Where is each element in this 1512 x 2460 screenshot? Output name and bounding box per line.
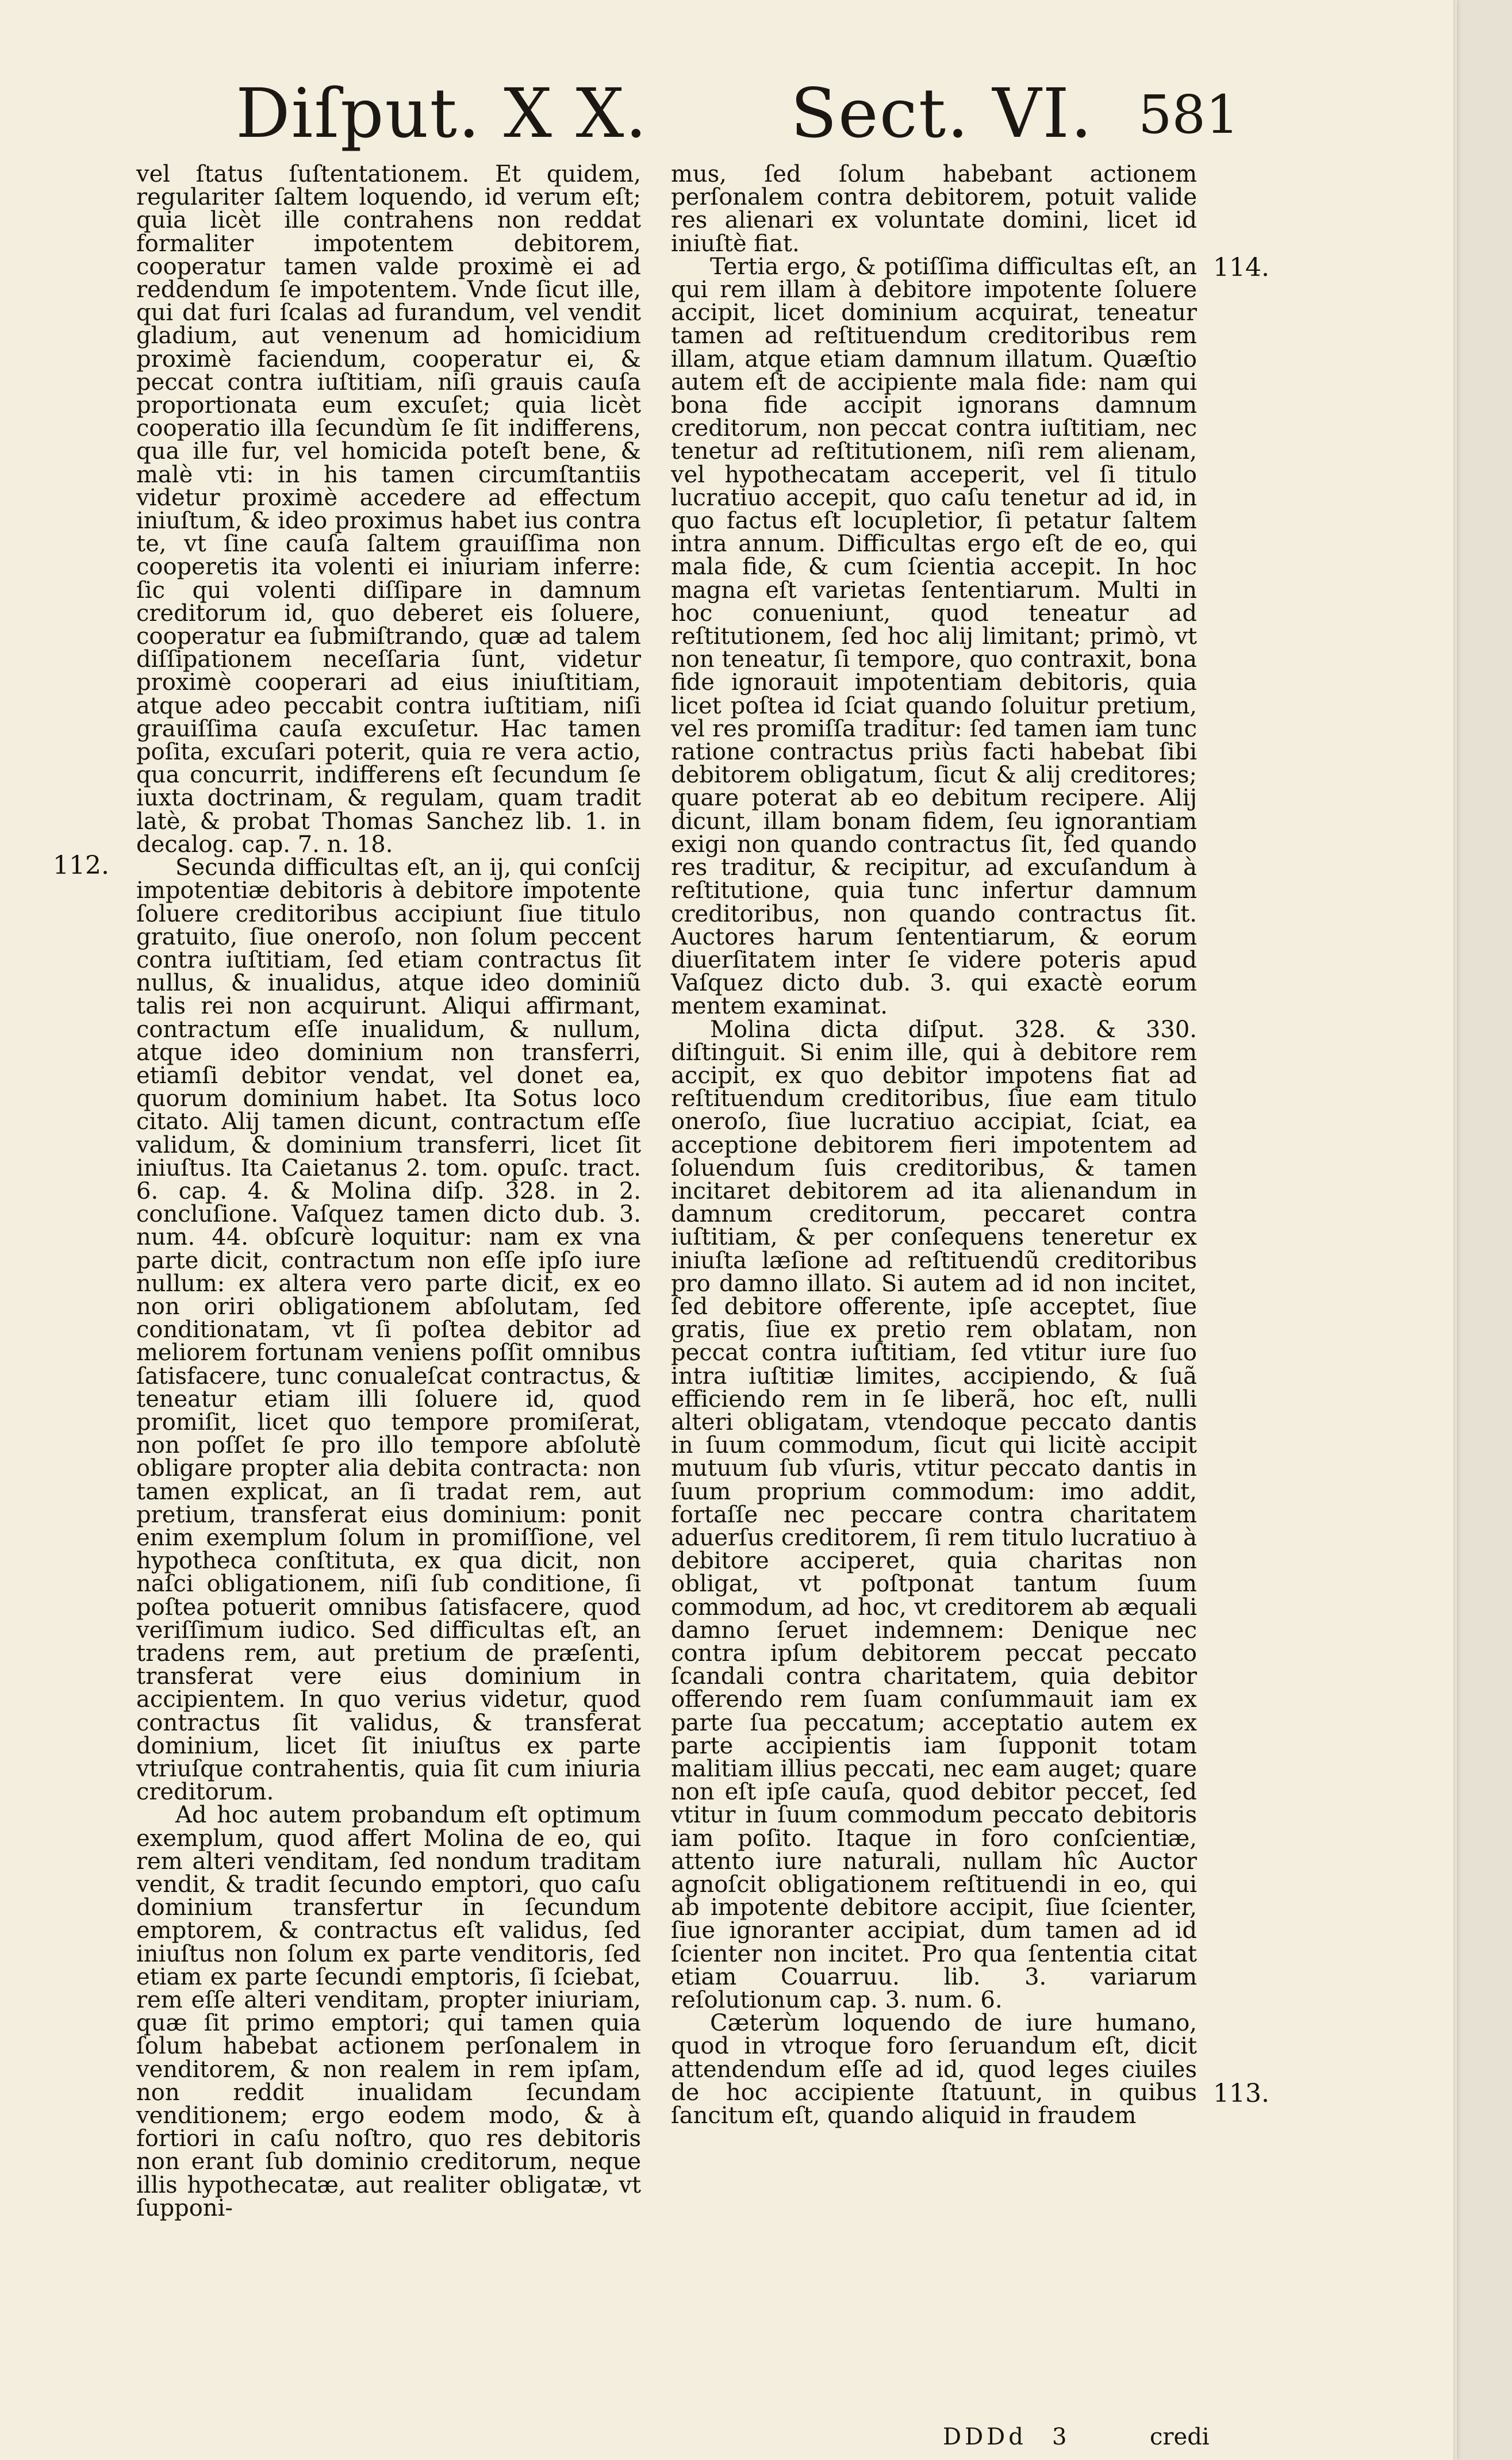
header-section: Sect. VI. (790, 74, 1093, 153)
left-column (136, 163, 641, 2220)
running-header (0, 74, 1455, 154)
signature-number: 3 (1052, 2424, 1067, 2450)
page-number: 581 (1138, 84, 1239, 145)
signature-mark: DDDd (943, 2424, 1027, 2450)
margin-number-112: 112. (53, 851, 109, 880)
margin-number-113: 113. (1213, 2079, 1269, 2108)
header-disputation: Diſput. X X. (236, 74, 648, 153)
paragraph: vel ſtatus ſuſtentationem. Et quidem, regulariter ſaltem loquendo, id verum eſt; quia licèt ille contrahens non reddat formaliter impotentem debitorem, cooperatur tamen valde proximè ei ad reddendum ſe impotentem. Vnde ſicut ille, qui dat furi ſcalas ad furandum, vel vendit gladium, aut venenum ad homicidium proximè faciendum, cooperatur ei, & peccat contra iuſtitiam, niſi grauis cauſa proportionata eum excuſet; quia licèt cooperatio illa ſecundùm ſe ſit indifferens, qua ille fur, vel homicida poteſt bene, & malè vti: in his tamen circumſtantiis videtur proximè accedere ad effectum iniuſtum, & ideo proximus habet ius contra te, vt ſine cauſa ſaltem grauiſſima non cooperetis ita volenti ei iniuriam inferre: ſic qui volenti diſſipare in damnum creditorum id, quo deberet eis ſoluere, cooperatur ea ſubmiſtrando, quæ ad talem diſſipationem neceſſaria ſunt, videtur proximè cooperari ad eius iniuſtitiam, atque adeo peccabit contra iuſtitiam, niſi grauiſſima cauſa excuſetur. Hac tamen poſita, excuſari poterit, quia re vera actio, qua concurrit, indifferens eſt ſecundum ſe iuxta doctrinam, & regulam, quam tradit latè, & probat Thomas Sanchez lib. 1. in decalog. cap. 7. n. 18. (136, 161, 641, 858)
paragraph: Molina dicta diſput. 328. & 330. diſtinguit. Si enim ille, qui à debitore rem accipit, ex quo debitor impotens fiat ad reſtituendum creditoribus, ſiue eam titulo oneroſo, ſiue lucratiuo accipiat, ſciat, ea acceptione debitorem fieri impotentem ad ſoluendum ſuis creditoribus, & tamen incitaret debitorem ad ita alienandum in damnum creditorum, peccaret contra iuſtitiam, & per conſequens teneretur ex iniuſta læſione ad reſtituendũ creditoribus pro damno illato. Si autem ad id non incitet, ſed debitore offerente, ipſe acceptet, ſiue gratis, ſiue ex pretio rem oblatam, non peccat contra iuſtitiam, ſed vtitur iure ſuo intra iuſtitiæ limites, accipiendo, & ſuã efficiendo rem in ſe liberã, hoc eſt, nulli alteri obligatam, vtendoque peccato dantis in ſuum commodum, ſicut qui licitè accipit mutuum ſub vſuris, vtitur peccato dantis in ſuum proprium commodum: imo addit, fortaſſe nec peccare contra charitatem aduerſus creditorem, ſi rem titulo lucratiuo à debitore acciperet, quia charitas non obligat, vt poſtponat tantum ſuum commodum, ad hoc, vt creditorem ab æquali damno ſeruet indemnem: Denique nec contra ipſum debitorem peccat peccato ſcandali contra charitatem, quia debitor offerendo rem ſuam conſummauit iam ex parte ſua peccatum; acceptatio autem ex parte accipientis iam ſupponit totam malitiam illius peccati, nec eam auget; quare non eſt ipſe cauſa, quod debitor peccet, ſed vtitur in ſuum commodum peccato debitoris iam poſito. Itaque in foro conſcientiæ, attento iure naturali, nullam hîc Auctor agnoſcit obligationem reſtituendi in eo, qui ab impotente debitore accipit, ſiue ſcienter, ſiue ignoranter accipiat, dum tamen ad id ſcienter non incitet. Pro qua ſententia citat etiam Couarruu. lib. 3. variarum reſolutionum cap. 3. num. 6. (671, 1016, 1197, 2014)
paragraph: mus, ſed ſolum habebant actionem perſonalem contra debitorem, potuit valide res alienari ex voluntate domini, licet id iniuſtè fiat. (671, 161, 1197, 257)
page-footer (943, 2424, 1210, 2453)
paragraph: Secunda difficultas eſt, an ij, qui conſcij impotentiæ debitoris à debitore impotente ſoluere creditoribus accipiunt ſiue titulo gratuito, ſiue oneroſo, non ſolum peccent contra iuſtitiam, ſed etiam contractus ſit nullus, & inualidus, atque ideo dominiũ talis rei non acquirunt. Aliqui affirmant, contractum eſſe inualidum, & nullum, atque ideo dominium non transferri, etiamſi debitor vendat, vel donet ea, quorum dominium habet. Ita Sotus loco citato. Alij tamen dicunt, contractum eſſe validum, & dominium transferri, licet ſit iniuſtus. Ita Caietanus 2. tom. opuſc. tract. 6. cap. 4. & Molina diſp. 328. in 2. concluſione. Vaſquez tamen dicto dub. 3. num. 44. obſcurè loquitur: nam ex vna parte dicit, contractum non eſſe ipſo iure nullum: ex altera vero parte dicit, ex eo non oriri obligationem abſolutam, ſed conditionatam, vt ſi poſtea debitor ad meliorem fortunam veniens poſſit omnibus ſatisfacere, tunc conualeſcat contractus, & teneatur etiam illi ſoluere id, quod promiſit, licet quo tempore promiſerat, non poſſet ſe pro illo tempore abſolutè obligare propter alia debita contracta: non tamen explicat, an ſi tradat rem, aut pretium, transferat eius dominium: ponit enim exemplum ſolum in promiſſione, vel hypotheca conſtituta, ex qua dicit, non naſci obligationem, niſi ſub conditione, ſi poſtea potuerit omnibus ſatisfacere, quod veriſſimum iudico. Sed difficultas eſt, an tradens rem, aut pretium de præſenti, transferat vere eius dominium in accipientem. In quo verius videtur, quod contractus ſit validus, & transferat dominium, licet ſit iniuſtus ex parte vtriuſque contrahentis, quia ſit cum iniuria creditorum. (136, 854, 641, 1806)
catchword: credi (1150, 2424, 1210, 2450)
margin-number-114: 114. (1213, 253, 1269, 282)
paragraph: Cæterùm loquendo de iure humano, quod in vtroque foro ſeruandum eſt, dicit attendendum eſſe ad id, quod leges ciuiles de hoc accipiente ſtatuunt, in quibus ſancitum eſt, quando aliquid in fraudem (671, 2010, 1197, 2129)
page-edge (1453, 0, 1457, 2460)
paragraph: Ad hoc autem probandum eſt optimum exemplum, quod affert Molina de eo, qui rem alteri venditam, ſed nondum traditam vendit, & tradit ſecundo emptori, quo caſu dominium transfertur in ſecundum emptorem, & contractus eſt validus, ſed iniuſtus non ſolum ex parte venditoris, ſed etiam ex parte ſecundi emptoris, ſi ſciebat, rem eſſe alteri venditam, propter iniuriam, quæ ſit primo emptori; qui tamen quia ſolum habebat actionem perſonalem in venditorem, & non realem in rem ipſam, non reddit inualidam ſecundam venditionem; ergo eodem modo, & à fortiori in caſu noſtro, quo res debitoris non erant ſub dominio creditorum, neque illis hypothecatæ, aut realiter obligatæ, vt ſupponi- (136, 1802, 641, 2221)
right-column (671, 163, 1197, 2127)
paragraph: Tertia ergo, & potiſſima difficultas eſt, an qui rem illam à debitore impotente ſoluere accipit, licet dominium acquirat, teneatur tamen ad reſtituendum creditoribus rem illam, atque etiam damnum illatum. Quæſtio autem eſt de accipiente mala fide: nam qui bona fide accipit ignorans damnum creditorum, non peccat contra iuſtitiam, nec tenetur ad reſtitutionem, niſi rem alienam, vel hypothecatam acceperit, vel ſi titulo lucratiuo accepit, quo caſu tenetur ad id, in quo factus eſt locupletior, ſi petatur ſaltem intra annum. Difficultas ergo eſt de eo, qui mala fide, & cum ſcientia accepit. In hoc magna eſt varietas ſententiarum. Multi in hoc conueniunt, quod teneatur ad reſtitutionem, ſed hoc alij limitant; primò, vt non teneatur, ſi tempore, quo contraxit, bona fide ignorauit impotentiam debitoris, quia licet poſtea id ſciat quando ſoluitur pretium, vel res promiſſa traditur: ſed tamen iam tunc ratione contractus priùs facti habebat ſibi debitorem obligatum, ſicut & alij creditores; quare poterat ab eo debitum recipere. Alij dicunt, illam bonam fidem, ſeu ignorantiam exigi non quando contractus ſit, ſed quando res traditur, & recipitur, ad excuſandum à reſtitutione, quia tunc infertur damnum creditoribus, non quando contractus ſit. Auctores harum ſententiarum, & eorum diuerſitatem inter ſe videre poteris apud Vaſquez dicto dub. 3. qui exactè eorum mentem examinat. (671, 253, 1197, 1020)
